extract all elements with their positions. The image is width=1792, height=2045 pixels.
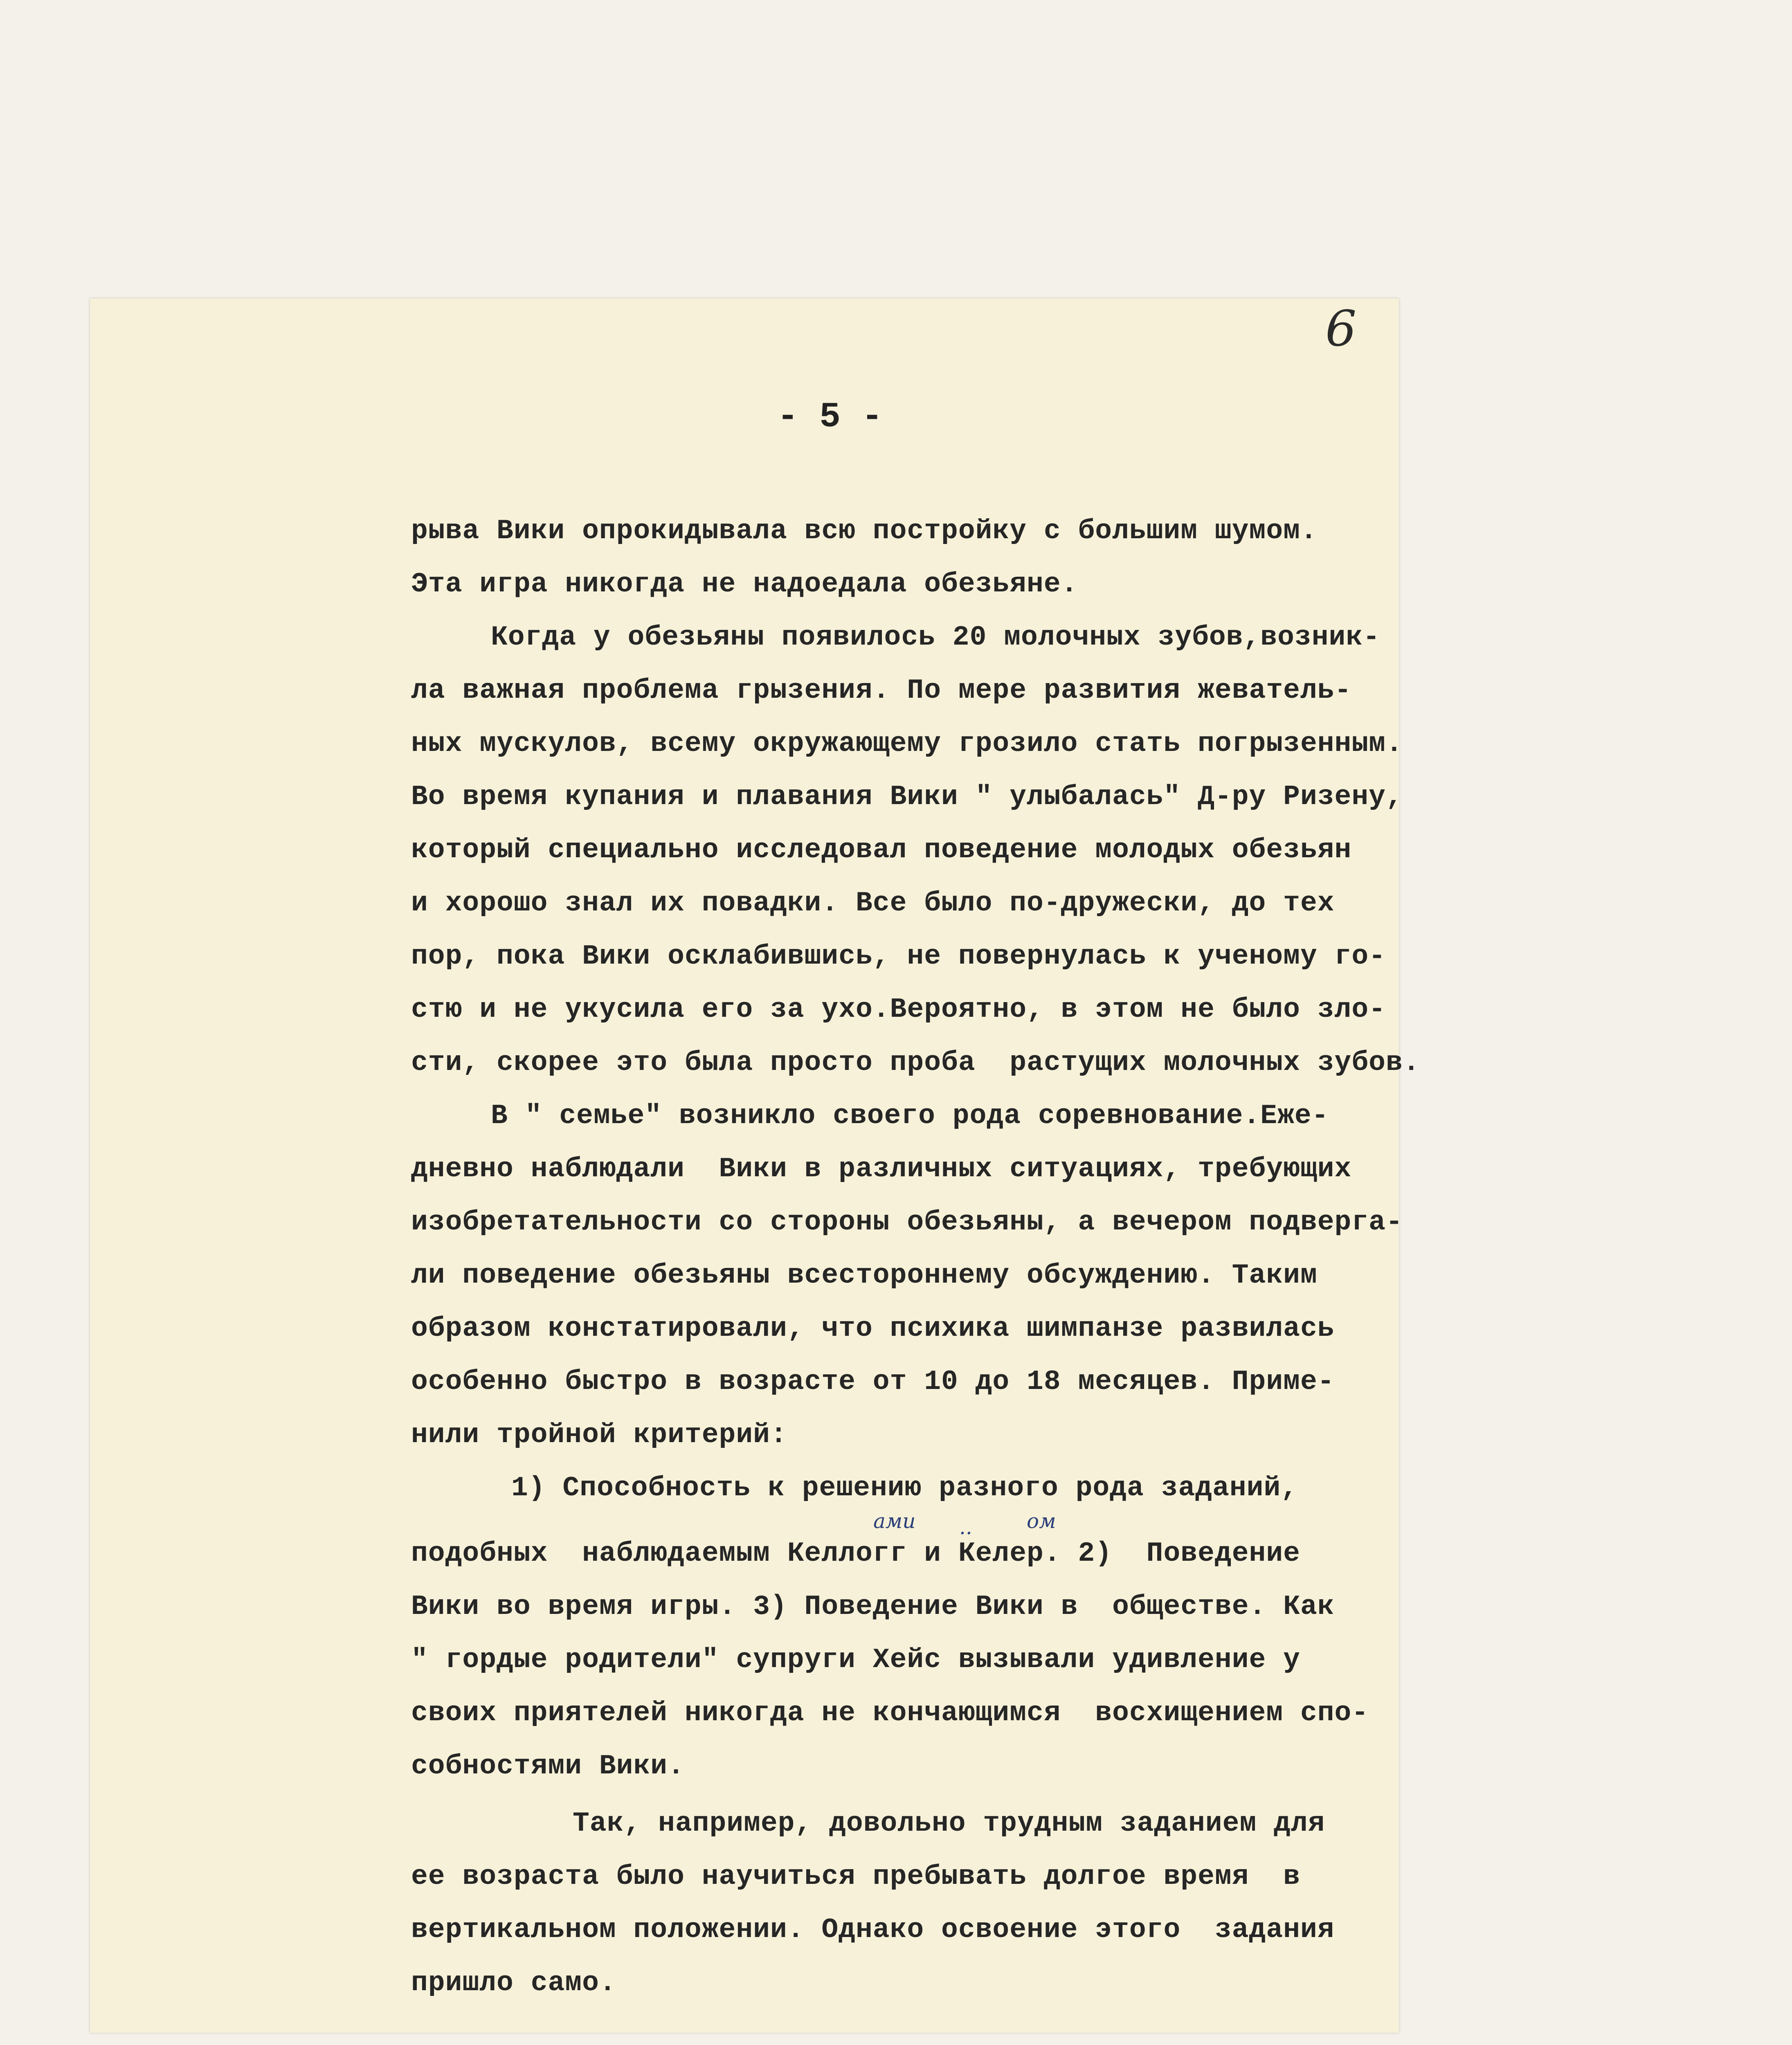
text-line: ла важная проблема грызения. По мере развития жеватель- (411, 675, 1352, 706)
text-line: рыва Вики опрокидывала всю постройку с большим шумом. (411, 515, 1318, 547)
page-number: - 5 - (777, 397, 883, 437)
text-line: ее возраста было научиться пребывать долгое время в (411, 1861, 1300, 1892)
text-line: образом констатировали, что психика шимпанзе развилась (411, 1313, 1335, 1344)
text-line: Вики во время игры. 3) Поведение Вики в обществе. Как (411, 1591, 1335, 1623)
text-line: ных мускулов, всему окружающему грозило стать погрызенным. (411, 728, 1403, 760)
text-line: и хорошо знал их повадки. Все было по-дружески, до тех (411, 888, 1335, 919)
text-line: который специально исследовал поведение молодых обезьян (411, 834, 1352, 866)
folio-number: 6 (1325, 301, 1357, 357)
text-line: Так, например, довольно трудным заданием для (573, 1808, 1325, 1839)
text-line: Эта игра никогда не надоедала обезьяне. (411, 569, 1078, 600)
text-line: Когда у обезьяны появилось 20 молочных зубов,возник- (491, 622, 1380, 653)
text-line: стю и не укусила его за ухо.Вероятно, в этом не было зло- (411, 994, 1386, 1025)
text-line: Во время купания и плавания Вики " улыбалась" Д-ру Ризену, (411, 781, 1403, 813)
text-line: подобных наблюдаемым Келлогг и Келер. 2) Поведение (411, 1538, 1300, 1569)
text-line: ли поведение обезьяны всестороннему обсуждению. Таким (411, 1260, 1318, 1291)
text-line: пор, пока Вики осклабившись, не повернулась к ученому го- (411, 941, 1386, 972)
handwritten-annotation: ом (1027, 1509, 1056, 1533)
text-line: дневно наблюдали Вики в различных ситуациях, требующих (411, 1153, 1352, 1185)
text-line: своих приятелей никогда не кончающимся восхищением спо- (411, 1697, 1369, 1729)
text-line: пришло само. (411, 1967, 616, 1999)
text-line: собностями Вики. (411, 1751, 685, 1782)
text-line: нили тройной критерий: (411, 1419, 787, 1451)
text-line: особенно быстро в возрасте от 10 до 18 месяцев. Приме- (411, 1366, 1335, 1398)
text-line: 1) Способность к решению разного рода заданий, (511, 1472, 1298, 1504)
text-line: В " семье" возникло своего рода соревнование.Еже- (491, 1100, 1329, 1132)
text-line: изобретательности со стороны обезьяны, а вечером подверга- (411, 1207, 1403, 1238)
text-line: сти, скорее это была просто проба растущих молочных зубов. (411, 1047, 1420, 1079)
text-line: вертикальном положении. Однако освоение этого задания (411, 1914, 1335, 1946)
handwritten-annotation: .. (959, 1515, 972, 1539)
handwritten-annotation: ами (873, 1509, 916, 1533)
text-line: " гордые родители" супруги Хейс вызывали удивление у (411, 1644, 1300, 1676)
